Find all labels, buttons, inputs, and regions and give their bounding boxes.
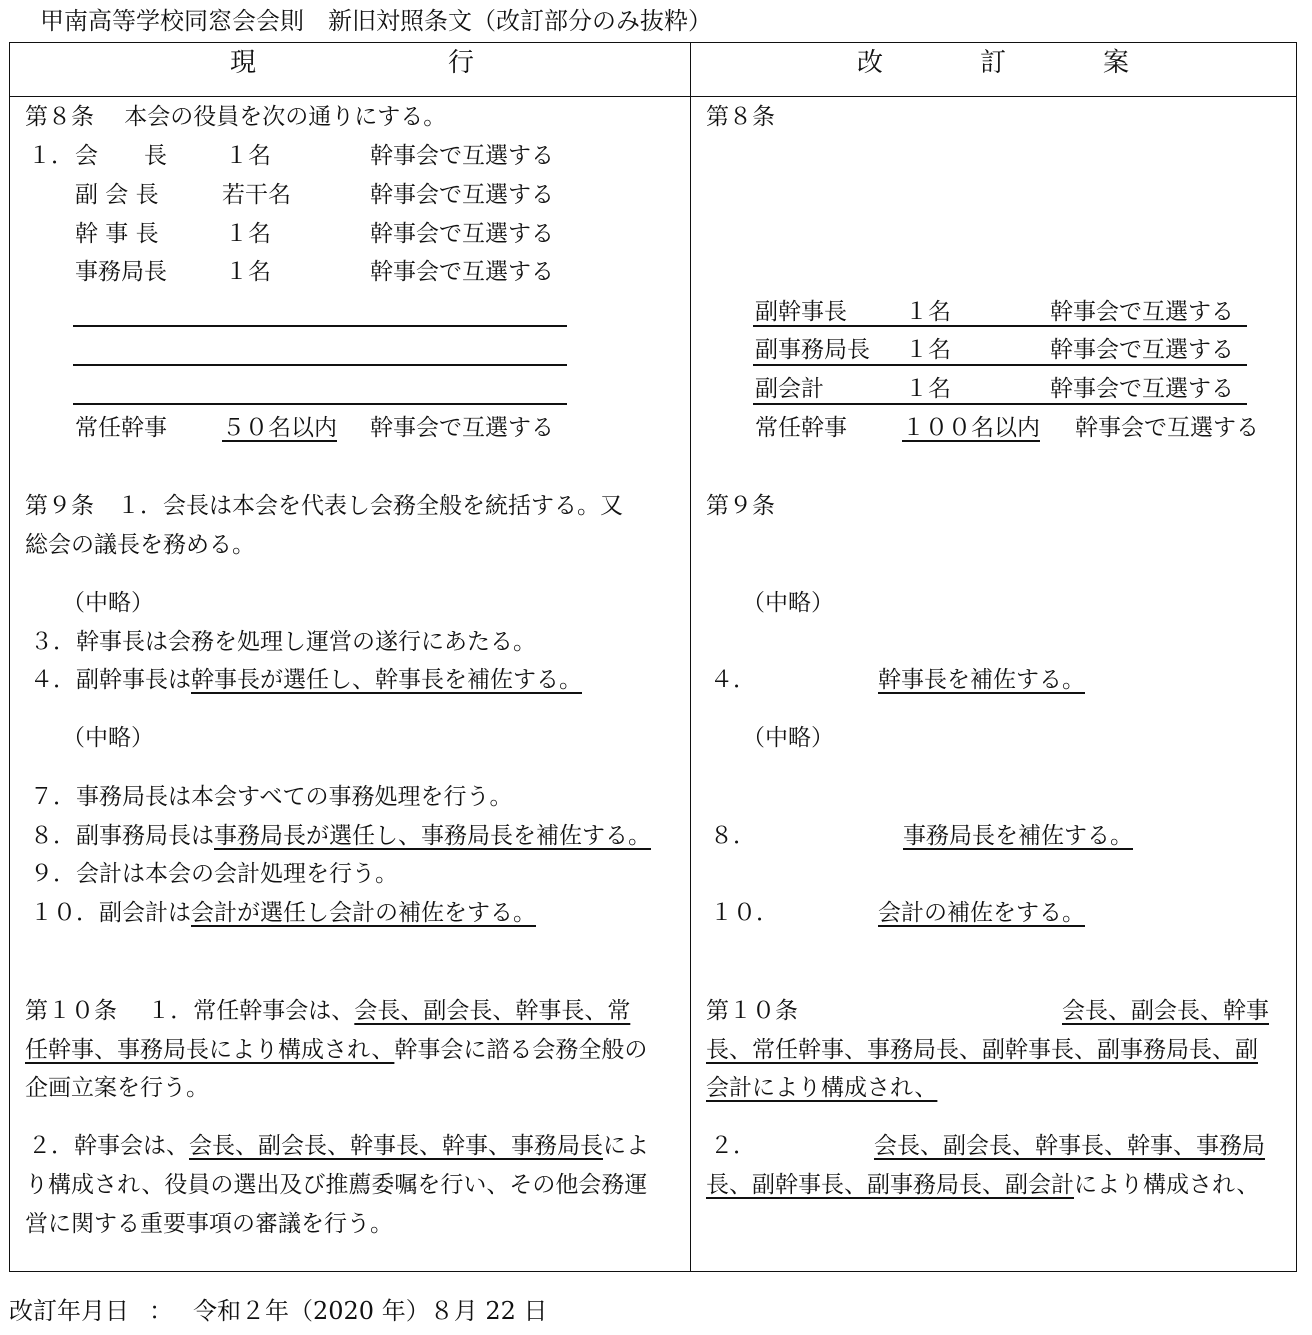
officer-method: 幹事会で互選する xyxy=(370,221,554,247)
row-num: １． xyxy=(28,143,74,169)
officer-count: １名 xyxy=(225,221,271,247)
changed-text: 長、副幹事長、副事務局長、副会計 xyxy=(706,1172,1074,1198)
officer-method: 幹事会で互選する xyxy=(370,259,554,285)
clause-number: ２． xyxy=(710,1133,756,1159)
article-8-heading: 第８条 本会の役員を次の通りにする。 xyxy=(25,104,447,130)
clause-text: ２．幹事会は、 xyxy=(28,1133,189,1159)
officer-method: 幹事会で互選する xyxy=(1075,415,1259,441)
clause-text: ４．副幹事長は xyxy=(30,667,191,693)
article-10-line xyxy=(28,1131,649,1161)
clause-text: ８．副事務局長は xyxy=(30,823,214,849)
changed-row-underline xyxy=(753,364,1247,366)
changed-text: 長、常任幹事、事務局長、副幹事長、副事務局長、副 xyxy=(706,1037,1258,1063)
column-divider xyxy=(690,42,691,1272)
omission-note: （中略） xyxy=(62,590,154,616)
header-divider xyxy=(9,96,1297,97)
changed-text: 幹事長が選任し、幹事長を補佐する。 xyxy=(191,667,582,693)
officer-role: 常任幹事 xyxy=(75,415,167,441)
article-9-line: 総会の議長を務める。 xyxy=(25,532,255,558)
officer-role: 幹 事 長 xyxy=(75,221,159,247)
officer-role: 副事務局長 xyxy=(755,337,870,363)
changed-text: 会計により構成され、 xyxy=(706,1075,938,1101)
officer-count: 若干名 xyxy=(222,182,291,208)
revision-date: 令和２年（2020 年）８月 22 日 xyxy=(193,1297,548,1325)
omission-note: （中略） xyxy=(62,725,154,751)
officer-role: 事務局長 xyxy=(75,259,167,285)
officer-count: １名 xyxy=(905,299,951,325)
officer-method: 幹事会で互選する xyxy=(1050,299,1234,325)
officer-role: 副会計 xyxy=(755,376,824,402)
blank-line xyxy=(73,325,567,327)
article-10-line: り構成され、役員の選出及び推薦委嘱を行い、その他会務運 xyxy=(25,1172,648,1198)
officer-method: 幹事会で互選する xyxy=(1050,376,1234,402)
officer-role: 会 長 xyxy=(75,143,167,169)
revision-date-line xyxy=(9,1296,548,1326)
header-current-1: 現 xyxy=(230,48,257,78)
clause-line: ７．事務局長は本会すべての事務処理を行う。 xyxy=(30,784,513,810)
changed-text: 事務局長を補佐する。 xyxy=(903,823,1133,849)
changed-row-underline xyxy=(753,325,1247,327)
clause-line: ９．会計は本会の会計処理を行う。 xyxy=(30,861,398,887)
article-10-heading: 第１０条 xyxy=(706,998,798,1024)
clause-line xyxy=(30,821,651,851)
officer-count: １名 xyxy=(905,376,951,402)
changed-text: 会長、副会長、幹事長、常 xyxy=(354,998,631,1024)
clause-number: １０． xyxy=(710,900,779,926)
officer-role: 副幹事長 xyxy=(755,299,847,325)
changed-text xyxy=(706,1035,1258,1065)
officer-count: １名 xyxy=(225,259,271,285)
omission-note: （中略） xyxy=(742,725,834,751)
header-revised-2: 訂 xyxy=(980,48,1007,78)
officer-method: 幹事会で互選する xyxy=(1050,337,1234,363)
document-title: 甲南高等学校同窓会会則 新旧対照条文（改訂部分のみ抜粋） xyxy=(40,7,712,35)
article-10-line xyxy=(706,1170,1259,1200)
officer-method: 幹事会で互選する xyxy=(370,143,554,169)
changed-text: 会長、副会長、幹事長、幹事、事務局長 xyxy=(189,1133,603,1159)
header-revised-1: 改 xyxy=(857,48,884,78)
officer-role: 副 会 長 xyxy=(75,182,159,208)
officer-count: １名 xyxy=(905,337,951,363)
clause-text: 第１０条 １．常任幹事会は、 xyxy=(25,998,355,1024)
officer-count: １００名以内 xyxy=(902,415,1040,441)
clause-text: により構成され、 xyxy=(1074,1172,1260,1198)
article-8-heading: 第８条 xyxy=(706,104,775,130)
officer-count: ５０名以内 xyxy=(222,415,337,441)
officer-method: 幹事会で互選する xyxy=(370,182,554,208)
article-10-line: 企画立案を行う。 xyxy=(25,1075,209,1101)
changed-text xyxy=(1062,996,1269,1026)
article-10-line: 営に関する重要事項の審議を行う。 xyxy=(25,1211,393,1237)
article-10-line xyxy=(25,1035,647,1065)
clause-line xyxy=(30,898,536,928)
changed-text: 会長、副会長、幹事長、幹事、事務局 xyxy=(874,1133,1265,1159)
clause-text: １０．副会計は xyxy=(30,900,191,926)
blank-line xyxy=(73,364,567,366)
clause-text: 幹事会に諮る会務全般の xyxy=(394,1037,648,1063)
changed-row-underline xyxy=(753,403,1247,405)
officer-method: 幹事会で互選する xyxy=(370,415,554,441)
changed-text xyxy=(878,665,1085,695)
omission-note: （中略） xyxy=(742,590,834,616)
changed-text xyxy=(706,1073,937,1103)
changed-text: 会計が選任し会計の補佐をする。 xyxy=(191,900,536,926)
revision-date-label: 改訂年月日 xyxy=(9,1297,129,1325)
article-10-line xyxy=(25,996,630,1026)
changed-text: 会長、副会長、幹事 xyxy=(1062,998,1269,1024)
officer-role: 常任幹事 xyxy=(755,415,847,441)
changed-text xyxy=(874,1131,1265,1161)
changed-text: 事務局長が選任し、事務局長を補佐する。 xyxy=(214,823,651,849)
clause-number: ４． xyxy=(710,667,756,693)
clause-text: によ xyxy=(603,1133,649,1159)
blank-line xyxy=(73,403,567,405)
separator: ： xyxy=(149,1297,173,1325)
officer-count: １名 xyxy=(225,143,271,169)
changed-text: 任幹事、事務局長により構成され、 xyxy=(25,1037,395,1063)
changed-text: 会計の補佐をする。 xyxy=(878,900,1085,926)
clause-number: ８． xyxy=(710,823,756,849)
changed-text xyxy=(903,821,1133,851)
clause-line: ３．幹事長は会務を処理し運営の遂行にあたる。 xyxy=(30,629,536,655)
changed-text xyxy=(878,898,1085,928)
article-9-heading: 第９条 xyxy=(706,493,775,519)
article-9-line: 第９条 １．会長は本会を代表し会務全般を統括する。又 xyxy=(25,493,623,519)
changed-text: 幹事長を補佐する。 xyxy=(878,667,1085,693)
header-current-2: 行 xyxy=(448,48,475,78)
clause-line xyxy=(30,665,582,695)
header-revised-3: 案 xyxy=(1103,48,1130,78)
